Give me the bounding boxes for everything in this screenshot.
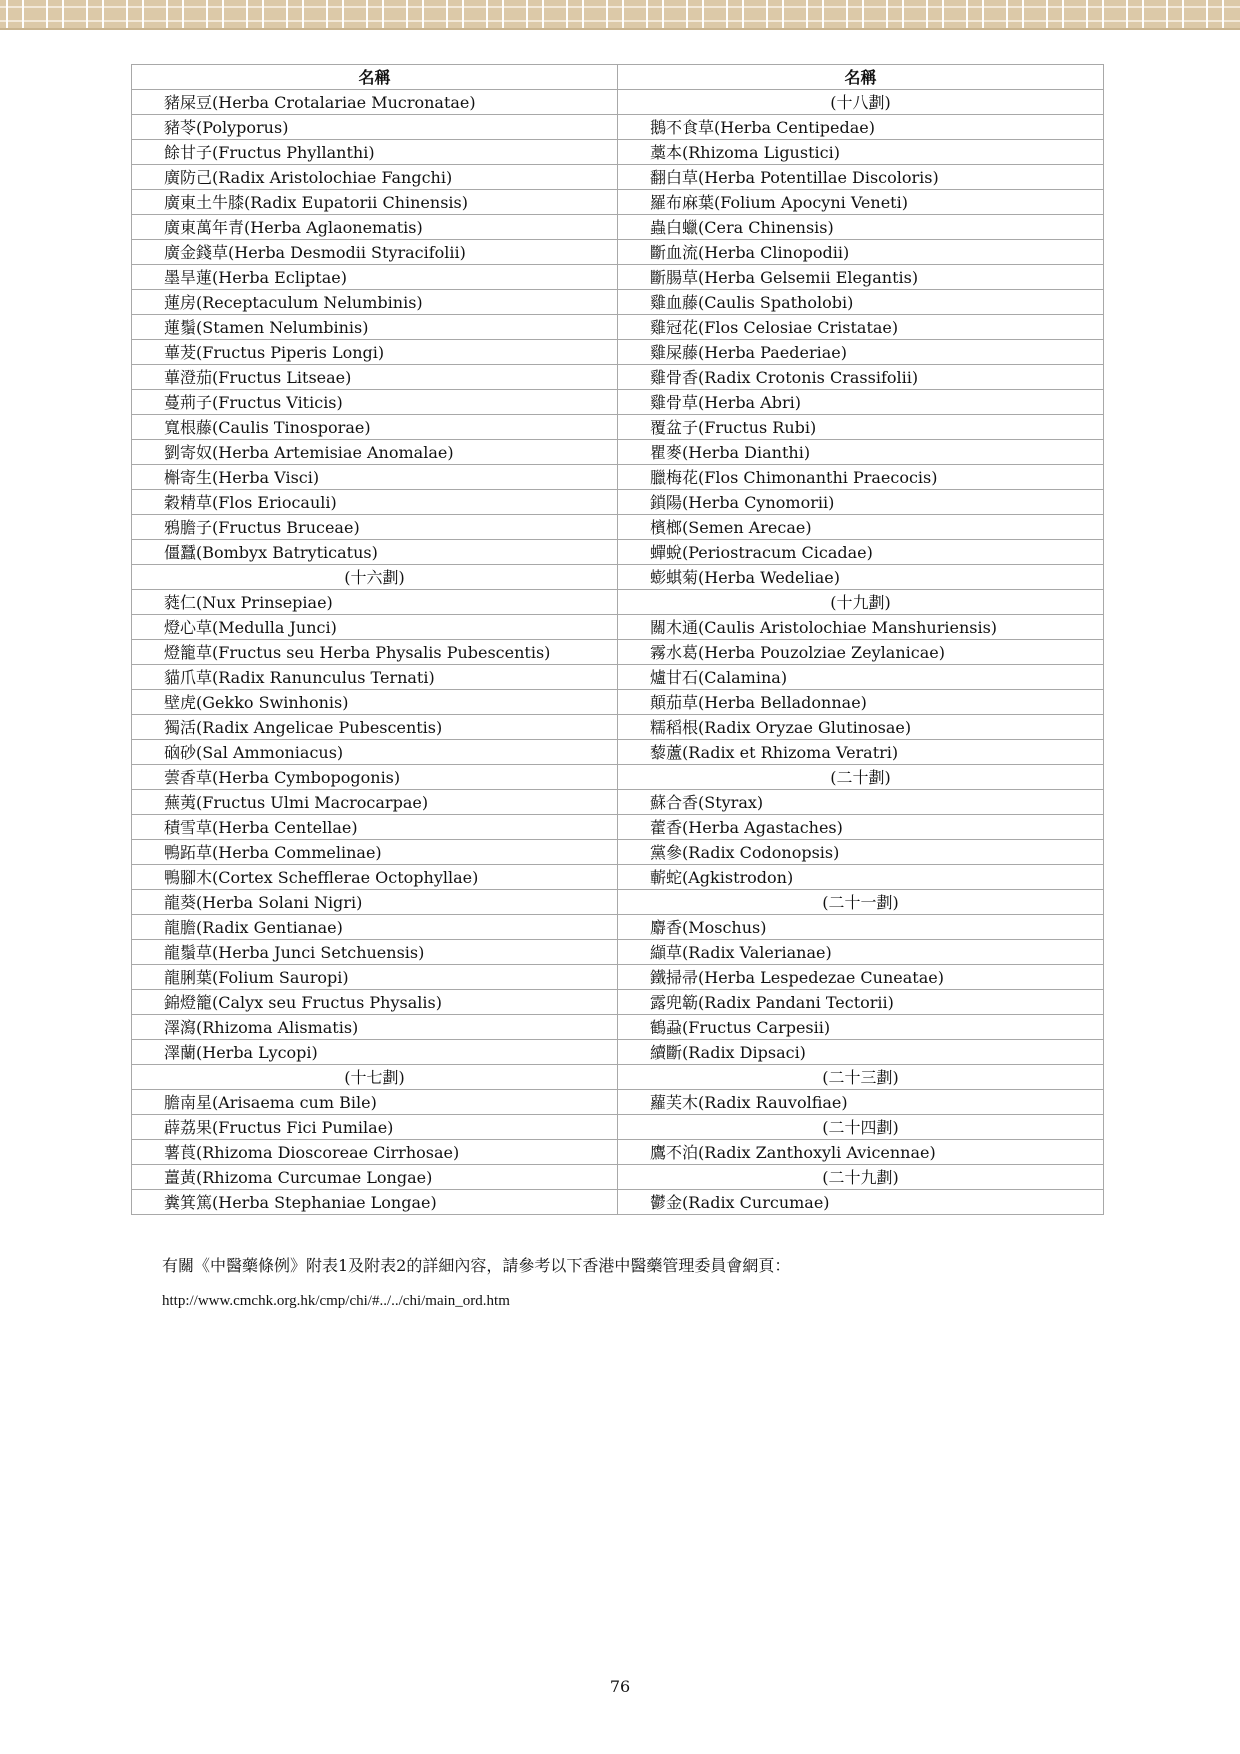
stroke-count-heading: (十六劃) [132, 565, 618, 590]
herb-entry: 龍葵(Herba Solani Nigri) [132, 890, 618, 915]
herb-entry: 鎖陽(Herba Cynomorii) [618, 490, 1104, 515]
herb-entry: 檳榔(Semen Arecae) [618, 515, 1104, 540]
herb-entry: 雞冠花(Flos Celosiae Cristatae) [618, 315, 1104, 340]
table-row [132, 1040, 1104, 1065]
table-row [132, 440, 1104, 465]
stroke-count-heading: (十八劃) [618, 90, 1104, 115]
herb-entry: 薑黃(Rhizoma Curcumae Longae) [132, 1165, 618, 1190]
table-row [132, 315, 1104, 340]
herb-entry: 續斷(Radix Dipsaci) [618, 1040, 1104, 1065]
herb-entry: 瞿麥(Herba Dianthi) [618, 440, 1104, 465]
stroke-count-heading: (十七劃) [132, 1065, 618, 1090]
herb-entry: 燈籠草(Fructus seu Herba Physalis Pubescentis) [132, 640, 618, 665]
table-row [132, 665, 1104, 690]
herb-entry: 燈心草(Medulla Junci) [132, 615, 618, 640]
herb-entry: 鬱金(Radix Curcumae) [618, 1190, 1104, 1215]
herb-entry: 積雪草(Herba Centellae) [132, 815, 618, 840]
herb-entry: 雞屎藤(Herba Paederiae) [618, 340, 1104, 365]
herb-entry: 澤瀉(Rhizoma Alismatis) [132, 1015, 618, 1040]
herb-entry: 糞箕篤(Herba Stephaniae Longae) [132, 1190, 618, 1215]
herb-entry: 蕓香草(Herba Cymbopogonis) [132, 765, 618, 790]
herb-entry: 硇砂(Sal Ammoniacus) [132, 740, 618, 765]
table-row [132, 765, 1104, 790]
table-row [132, 890, 1104, 915]
herb-entry: 廣東萬年青(Herba Aglaonematis) [132, 215, 618, 240]
herb-entry: 雞骨香(Radix Crotonis Crassifolii) [618, 365, 1104, 390]
herb-entry: 鷹不泊(Radix Zanthoxyli Avicennae) [618, 1140, 1104, 1165]
herb-entry: 墨旱蓮(Herba Ecliptae) [132, 265, 618, 290]
herb-entry: 雞骨草(Herba Abri) [618, 390, 1104, 415]
table-row [132, 915, 1104, 940]
table-body [132, 90, 1104, 1215]
table-row [132, 815, 1104, 840]
herb-entry: 蟛蜞菊(Herba Wedeliae) [618, 565, 1104, 590]
herb-entry: 蓽茇(Fructus Piperis Longi) [132, 340, 618, 365]
herb-entry: 斷血流(Herba Clinopodii) [618, 240, 1104, 265]
table-row [132, 865, 1104, 890]
table-row [132, 215, 1104, 240]
herb-entry: 壁虎(Gekko Swinhonis) [132, 690, 618, 715]
herb-entry: 貓爪草(Radix Ranunculus Ternati) [132, 665, 618, 690]
table-row [132, 540, 1104, 565]
table-row [132, 615, 1104, 640]
stroke-count-heading: (二十三劃) [618, 1065, 1104, 1090]
herb-entry: 獨活(Radix Angelicae Pubescentis) [132, 715, 618, 740]
herb-entry: 蓮房(Receptaculum Nelumbinis) [132, 290, 618, 315]
herb-entry: 寬根藤(Caulis Tinosporae) [132, 415, 618, 440]
herb-entry: 麝香(Moschus) [618, 915, 1104, 940]
herb-entry: 蓽澄茄(Fructus Litseae) [132, 365, 618, 390]
table-row [132, 940, 1104, 965]
herb-entry: 劉寄奴(Herba Artemisiae Anomalae) [132, 440, 618, 465]
table-row [132, 1190, 1104, 1215]
herb-entry: 爐甘石(Calamina) [618, 665, 1104, 690]
table-row [132, 515, 1104, 540]
table-row [132, 1015, 1104, 1040]
table-row [132, 465, 1104, 490]
page-number: 76 [609, 1677, 631, 1696]
herb-entry: 蕤仁(Nux Prinsepiae) [132, 590, 618, 615]
herb-entry: 藜蘆(Radix et Rhizoma Veratri) [618, 740, 1104, 765]
herb-entry: 霧水葛(Herba Pouzolziae Zeylanicae) [618, 640, 1104, 665]
table-row [132, 90, 1104, 115]
herb-entry: 臘梅花(Flos Chimonanthi Praecocis) [618, 465, 1104, 490]
herb-entry: 餘甘子(Fructus Phyllanthi) [132, 140, 618, 165]
table-row [132, 1090, 1104, 1115]
table-row [132, 140, 1104, 165]
column-header-right: 名稱 [618, 65, 1104, 90]
table-row [132, 390, 1104, 415]
herb-entry: 廣防己(Radix Aristolochiae Fangchi) [132, 165, 618, 190]
herb-entry: 鴨跖草(Herba Commelinae) [132, 840, 618, 865]
herb-entry: 斷腸草(Herba Gelsemii Elegantis) [618, 265, 1104, 290]
table-row [132, 340, 1104, 365]
table-row [132, 840, 1104, 865]
reference-note: 有關《中醫藥條例》附表1及附表2的詳細內容，請參考以下香港中醫藥管理委員會網頁： [162, 1256, 791, 1275]
herb-entry: 蟲白蠟(Cera Chinensis) [618, 215, 1104, 240]
herb-entry: 蔓荊子(Fructus Viticis) [132, 390, 618, 415]
decorative-top-border [0, 0, 1240, 30]
herb-entry: 僵蠶(Bombyx Batryticatus) [132, 540, 618, 565]
table-row [132, 490, 1104, 515]
stroke-count-heading: (二十一劃) [618, 890, 1104, 915]
herb-entry: 豬苓(Polyporus) [132, 115, 618, 140]
table-row [132, 790, 1104, 815]
herb-entry: 廣金錢草(Herba Desmodii Styracifolii) [132, 240, 618, 265]
herb-entry: 鴨腳木(Cortex Schefflerae Octophyllae) [132, 865, 618, 890]
table-row [132, 740, 1104, 765]
stroke-count-heading: (二十劃) [618, 765, 1104, 790]
herb-entry: 澤蘭(Herba Lycopi) [132, 1040, 618, 1065]
herb-entry: 露兜簕(Radix Pandani Tectorii) [618, 990, 1104, 1015]
table-row [132, 965, 1104, 990]
herb-entry: 蟬蛻(Periostracum Cicadae) [618, 540, 1104, 565]
herb-entry: 關木通(Caulis Aristolochiae Manshuriensis) [618, 615, 1104, 640]
stroke-count-heading: (二十九劃) [618, 1165, 1104, 1190]
herb-entry: 蘇合香(Styrax) [618, 790, 1104, 815]
table-row [132, 165, 1104, 190]
herb-entry: 鵝不食草(Herba Centipedae) [618, 115, 1104, 140]
herb-entry: 羅布麻葉(Folium Apocyni Veneti) [618, 190, 1104, 215]
table-row [132, 1115, 1104, 1140]
herb-entry: 覆盆子(Fructus Rubi) [618, 415, 1104, 440]
table-row [132, 115, 1104, 140]
herb-entry: 蘿芙木(Radix Rauvolfiae) [618, 1090, 1104, 1115]
herb-entry: 藁本(Rhizoma Ligustici) [618, 140, 1104, 165]
herb-entry: 錦燈籠(Calyx seu Fructus Physalis) [132, 990, 618, 1015]
herb-entry: 鐵掃帚(Herba Lespedezae Cuneatae) [618, 965, 1104, 990]
herb-entry: 雞血藤(Caulis Spatholobi) [618, 290, 1104, 315]
herb-entry: 穀精草(Flos Eriocauli) [132, 490, 618, 515]
herb-entry: 蕪荑(Fructus Ulmi Macrocarpae) [132, 790, 618, 815]
table-row [132, 640, 1104, 665]
table-row [132, 290, 1104, 315]
herb-entry: 龍脷葉(Folium Sauropi) [132, 965, 618, 990]
reference-url[interactable]: http://www.cmchk.org.hk/cmp/chi/#../../chi/main_ord.htm [162, 1293, 510, 1309]
column-header-left: 名稱 [132, 65, 618, 90]
herb-entry: 龍鬚草(Herba Junci Setchuensis) [132, 940, 618, 965]
herb-entry: 豬屎豆(Herba Crotalariae Mucronatae) [132, 90, 618, 115]
table-row [132, 565, 1104, 590]
table-row [132, 990, 1104, 1015]
herb-entry: 薜荔果(Fructus Fici Pumilae) [132, 1115, 618, 1140]
table-row [132, 415, 1104, 440]
herb-entry: 膽南星(Arisaema cum Bile) [132, 1090, 618, 1115]
table-row [132, 1140, 1104, 1165]
herb-entry: 糯稻根(Radix Oryzae Glutinosae) [618, 715, 1104, 740]
herb-entry: 鴉膽子(Fructus Bruceae) [132, 515, 618, 540]
herb-entry: 顛茄草(Herba Belladonnae) [618, 690, 1104, 715]
herb-entry: 蘄蛇(Agkistrodon) [618, 865, 1104, 890]
herb-name-table [131, 64, 1104, 1215]
stroke-count-heading: (二十四劃) [618, 1115, 1104, 1140]
table-row [132, 1065, 1104, 1090]
herb-entry: 槲寄生(Herba Visci) [132, 465, 618, 490]
herb-entry: 鶴蝨(Fructus Carpesii) [618, 1015, 1104, 1040]
herb-entry: 翻白草(Herba Potentillae Discoloris) [618, 165, 1104, 190]
table-row [132, 590, 1104, 615]
table-row [132, 365, 1104, 390]
herb-entry: 黨參(Radix Codonopsis) [618, 840, 1104, 865]
herb-entry: 蓮鬚(Stamen Nelumbinis) [132, 315, 618, 340]
herb-entry: 藿香(Herba Agastaches) [618, 815, 1104, 840]
table-row [132, 1165, 1104, 1190]
table-row [132, 715, 1104, 740]
herb-entry: 纈草(Radix Valerianae) [618, 940, 1104, 965]
herb-entry: 龍膽(Radix Gentianae) [132, 915, 618, 940]
table-row [132, 690, 1104, 715]
stroke-count-heading: (十九劃) [618, 590, 1104, 615]
herb-entry: 廣東土牛膝(Radix Eupatorii Chinensis) [132, 190, 618, 215]
table-header-row [132, 65, 1104, 90]
table-row [132, 265, 1104, 290]
table-row [132, 240, 1104, 265]
table-row [132, 190, 1104, 215]
herb-entry: 薯莨(Rhizoma Dioscoreae Cirrhosae) [132, 1140, 618, 1165]
